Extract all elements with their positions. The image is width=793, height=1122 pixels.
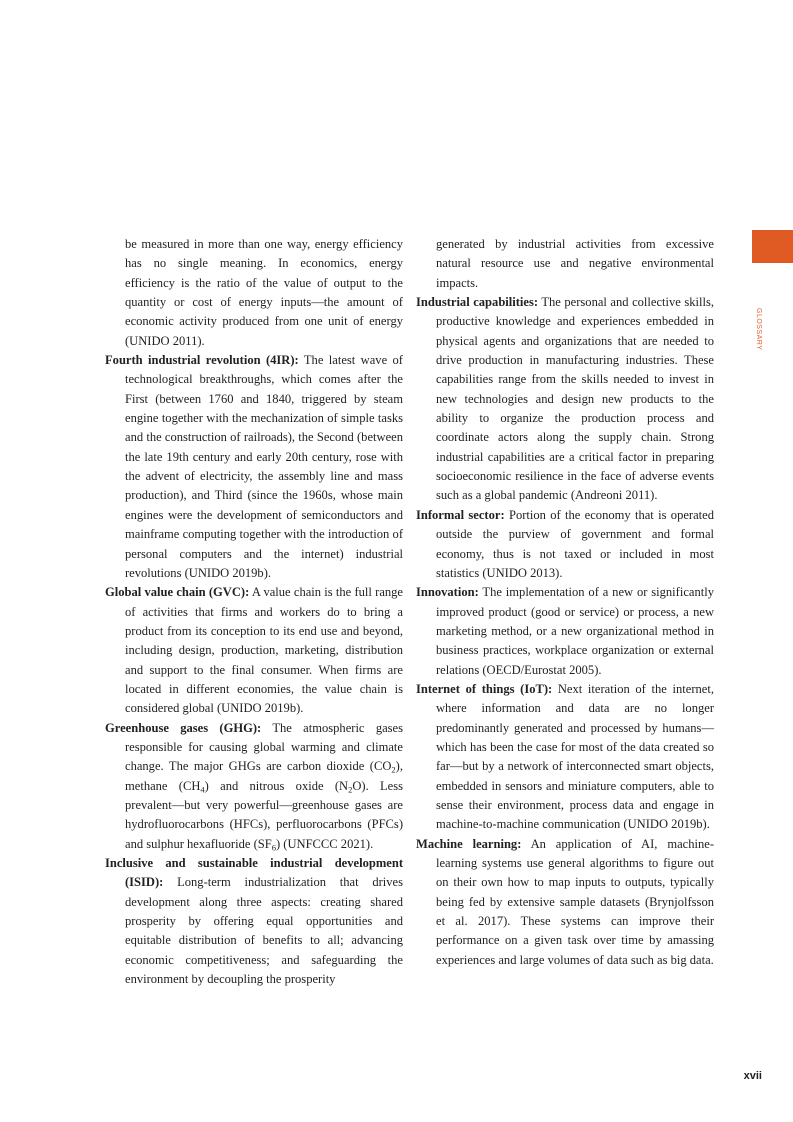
entry-definition: Portion of the economy that is operated outside the purview of government and formal economy, thus is not taxed or included in most statistics (UNIDO 2013).: [436, 507, 714, 580]
entry-definition: Long-term industrialization that drives development along three aspects: creating shared prosperity by offering equal opportunities and equitable distribution of benefits to all; advancing economic competitiveness; and safeguarding the environment by decoupling the prosperity: [125, 875, 403, 987]
entry-continuation: generated by industrial activities from excessive natural resource use and negative environmental impacts.: [436, 237, 714, 290]
glossary-entry-iot: [416, 680, 714, 835]
entry-term: Fourth industrial revolution (4IR):: [105, 353, 299, 368]
entry-term: Industrial capabilities:: [416, 295, 539, 310]
right-column: [416, 235, 714, 970]
section-tab-marker: [752, 230, 793, 263]
entry-term: Informal sector:: [416, 507, 505, 522]
glossary-entry-4ir: [105, 351, 403, 583]
section-label: GLOSSARY: [755, 308, 762, 351]
entry-definition: Next iteration of the internet, where information and data are no longer predominantly generated and processed by humans—which has been the case for most of the data created so far—but by a network of interconnected smart objects, embedded in sensors and miniature computers, able to sense their environment, process data and engage in machine-to-machine communication (UNIDO 2019b).: [436, 681, 714, 832]
entry-term: Internet of things (IoT):: [416, 681, 553, 696]
entry-definition: An application of AI, machine-learning systems use general algorithms to figure out on their own how to map inputs to outputs, typically being fed by extensive sample datasets (Brynjolfsson et al. 2017). These systems can improve their performance on a given task over time by amassing experiences and large volumes of data such as big data.: [436, 836, 714, 967]
glossary-entry-isid: [105, 854, 403, 989]
page-number: xvii: [743, 1070, 762, 1082]
left-column: [105, 235, 403, 989]
glossary-entry-ghg: [105, 719, 403, 854]
entry-term: Greenhouse gases (GHG):: [105, 720, 262, 735]
glossary-entry-gvc: [105, 583, 403, 718]
entry-term: Innovation:: [416, 585, 479, 600]
glossary-entry-machine-learning: [416, 835, 714, 970]
entry-term: Inclusive and sustainable industrial development (ISID):: [105, 856, 403, 890]
entry-definition: The implementation of a new or significantly improved product (good or service) or process, a new marketing method, or a new organizational method in business practices, workplace organization or external relations (OECD/Eurostat 2005).: [436, 585, 714, 677]
glossary-entry-industrial-capabilities: [416, 293, 714, 506]
entry-term: Machine learning:: [416, 836, 522, 851]
entry-definition: The atmospheric gases responsible for causing global warming and climate change. The major GHGs are carbon dioxide $(CO_2)$, methane $(CH_4)$ and nitrous oxide $(N_2O)$. Less prevalent—but very powerful—greenhouse gases are hydrofluorocarbons (HFCs), perfluorocarbons (PFCs) and sulphur hexafluoride $(SF_6)$ (UNFCCC 2021).: [125, 720, 404, 853]
glossary-entry-informal-sector: [416, 506, 714, 583]
entry-continuation: be measured in more than one way, energy efficiency has no single meaning. In economics, energy efficiency is the ratio of the value of output to the quantity or cost of energy inputs—the amount of economic activity produced from one unit of energy (UNIDO 2011).: [125, 237, 403, 348]
entry-term: Global value chain (GVC):: [105, 585, 250, 600]
entry-definition: The latest wave of technological breakthroughs, which comes after the First (between 1760 and 1840, triggered by steam engine together with the mechanization of simple tasks and the construction of railroads), the Second (between the late 19th century and early 20th century, rose with the advent of electricity, the assembly line and mass production), and Third (since the 1960s, whose main engines were the development of semiconductors and mainframe computing together with the introduction of personal computers and the internet) industrial revolutions (UNIDO 2019b).: [125, 353, 403, 580]
glossary-entry-innovation: [416, 583, 714, 680]
entry-definition: The personal and collective skills, productive knowledge and experiences embedded in physical agents and organizations that are needed to drive production in manufacturing industries. These capabilities range from the skills needed to invest in new technologies and design new products to the ability to organize the production process and coordinate actors along the supply chain. Strong industrial capabilities are a critical factor in preparing socioeconomic resilience in the face of adverse events such as a global pandemic (Andreoni 2011).: [436, 295, 714, 503]
entry-definition: A value chain is the full range of activities that firms and workers do to bring a product from its conception to its end use and beyond, including design, production, marketing, distribution and support to the final consumer. When firms are located in different economies, the value chain is considered global (UNIDO 2019b).: [125, 585, 404, 716]
